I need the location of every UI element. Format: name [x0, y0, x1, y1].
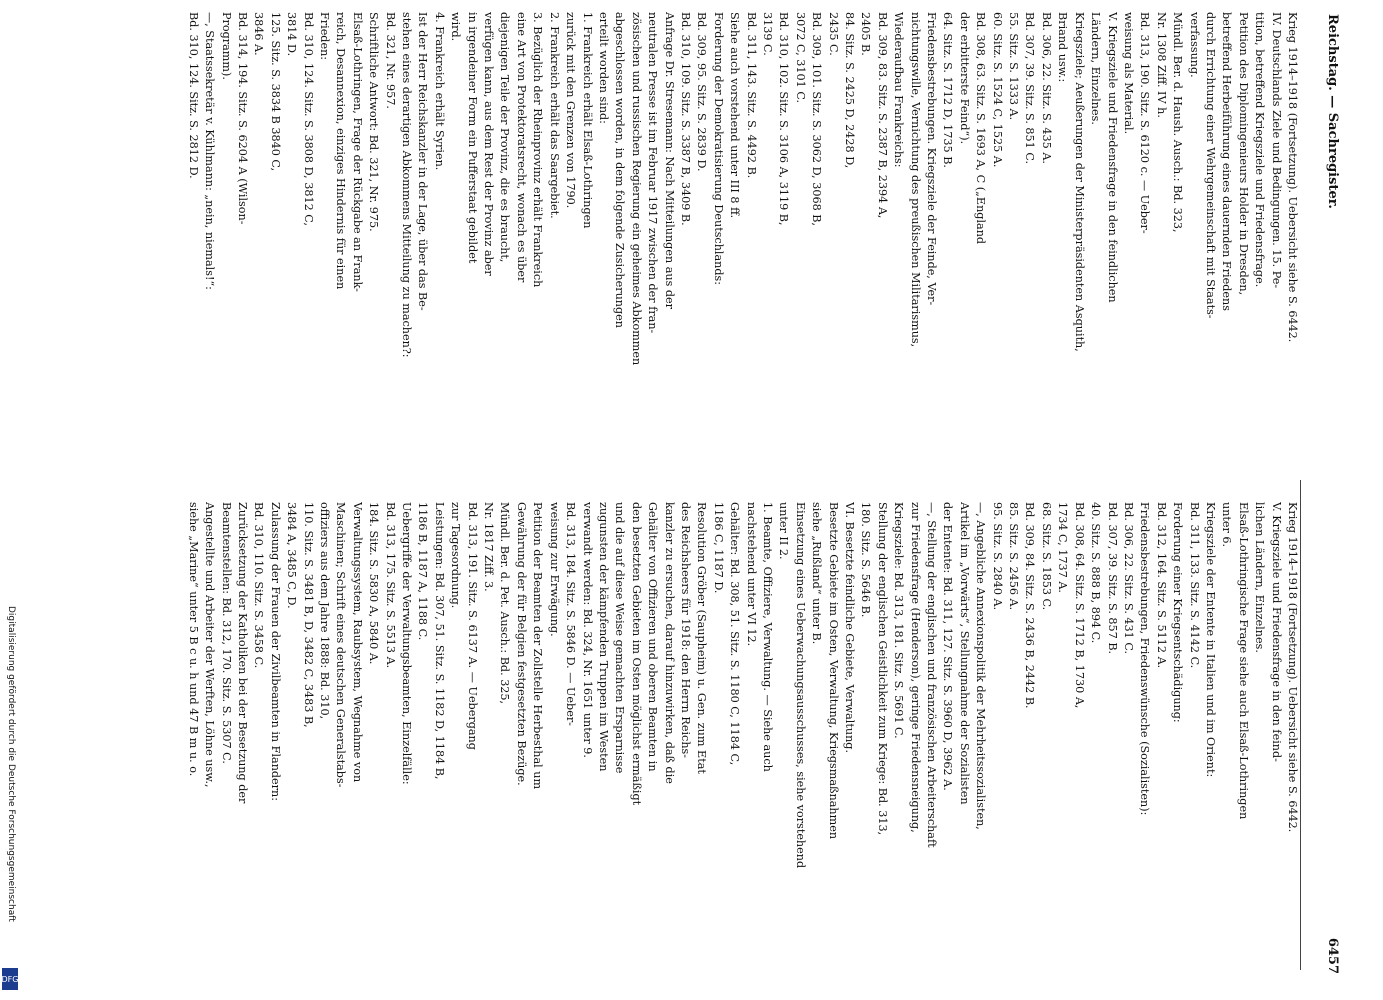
text-line: Wiederaufbau Frankreichs:	[892, 12, 906, 168]
text-line: 3139 C.	[761, 12, 774, 56]
text-line: Nr. 1308 Ziff. IV h.	[1154, 12, 1168, 118]
text-line: 3484 A, 3485 C, D.	[285, 502, 299, 609]
text-line: zugunsten der kämpfenden Truppen im Westen	[596, 502, 610, 772]
text-line: Gehälter von Offizieren und oberen Beamten in	[646, 502, 660, 772]
text-line: stehen eines derartigen Abkommens Mitteilung zu machen?:	[400, 12, 414, 358]
text-line: 4. Frankreich erhält Syrien.	[432, 12, 446, 171]
text-line: Besetzte Gebiete im Osten, Verwaltung, Kriegsmaßnahmen	[826, 502, 840, 840]
text-line: 1186 B, 1187 A, 1188 C.	[416, 502, 430, 641]
text-line: Bd. 314, 194. Sitz. S. 6204 A (Wilson-	[236, 12, 249, 225]
text-line: —, Staatssekretär v. Kühlmann: „nein, niemals!“:	[203, 12, 217, 290]
text-line: Bd. 306, 22. Sitz. S. 431 C.	[1121, 502, 1135, 655]
text-line: 3814 D.	[285, 12, 299, 57]
text-line: unter II 2.	[777, 502, 791, 560]
right-column	[184, 502, 1300, 960]
text-line: 2405 B.	[859, 12, 873, 56]
text-line: V. Kriegsziele und Friedensfrage in den feindlichen	[1105, 12, 1119, 303]
text-line: Krieg 1914–1918 (Fortsetzung). Uebersicht siehe S. 6442.	[1286, 12, 1299, 343]
text-line: 184. Sitz. S. 5830 A, 5840 A.	[367, 502, 381, 665]
text-line: Krieg 1914–1918 (Fortsetzung). Uebersicht siehe S. 6442.	[1286, 502, 1299, 833]
dfg-logo	[2, 968, 18, 990]
text-line: Forderung der Demokratisierung Deutschlands:	[711, 12, 725, 286]
text-line: siehe „Rußland“ unter B.	[810, 502, 824, 645]
text-line: 95. Sitz. S. 2840 A.	[990, 502, 1004, 611]
text-line: VI. Besetzte feindliche Gebiete, Verwaltung.	[843, 502, 857, 754]
text-line: Bd. 313, 190. Sitz. S. 6120 c. — Ueber-	[1138, 12, 1152, 234]
text-line: in irgendeiner Form ein Pufferstaat gebildet	[465, 12, 479, 264]
text-line: Leistungen: Bd. 307, 51. Sitz. S. 1182 D, 1184 B,	[432, 502, 446, 780]
text-line: Beamtenstellen: Bd. 312, 170. Sitz. S. 5307 C.	[219, 502, 233, 764]
text-line: offiziers aus dem Jahre 1888: Bd. 310,	[318, 502, 332, 720]
text-line: erteilt worden sind:	[596, 12, 610, 124]
text-line: diejenigen Teile der Provinz, die es braucht,	[498, 12, 512, 263]
text-line: Kriegsziele der Entente in Italien und im Orient:	[1203, 502, 1217, 778]
text-line: Bd. 310, 102. Sitz. S. 3106 A, 3119 B,	[777, 12, 791, 226]
text-line: Uebergriffe der Verwaltungsbeamten, Einzelfälle:	[400, 502, 414, 785]
text-line: der Entente: Bd. 311, 127. Sitz. S. 3960 D, 3962 A.	[941, 502, 955, 791]
text-line: Gehälter: Bd. 308, 51. Sitz. S. 1180 C, 1184 C,	[728, 502, 742, 766]
text-line: betreffend Herbeiführung eines dauernden Friedens	[1220, 12, 1234, 311]
text-line: 85. Sitz. S. 2456 A.	[1007, 502, 1021, 611]
text-line: Mündl. Ber. d. Pet. Ausch.: Bd. 325,	[498, 502, 512, 705]
text-line: Bd. 312, 164. Sitz. S. 5112 A.	[1154, 502, 1168, 669]
text-line: Bd. 310, 124. Sitz. S. 2812 D.	[186, 12, 200, 179]
text-line: 3. Bezüglich der Rheinprovinz erhält Frankreich	[531, 12, 545, 288]
text-line: Bd. 307, 39. Sitz. S. 851 C.	[1023, 12, 1037, 165]
text-line: Maschinen; Schrift eines deutschen Generalstabs-	[334, 502, 348, 788]
text-line: Bd. 311, 143. Sitz. S. 4492 B.	[744, 12, 758, 179]
text-line: kanzler zu ersuchen, darauf hinzuwirken, daß die	[662, 502, 676, 784]
text-line: zurück mit den Grenzen von 1790.	[564, 12, 578, 209]
left-column	[184, 12, 1300, 470]
text-line: zur Friedensfrage (Henderson), geringe Friedensneigung,	[908, 502, 922, 833]
text-line: weisung zur Erwägung.	[547, 502, 561, 637]
text-line: den besetzten Gebieten im Osten möglichst ermäßigt	[629, 502, 643, 806]
text-line: Mündl. Ber. d. Haush. Ausch.: Bd. 323,	[1171, 12, 1185, 233]
text-line: verfügen kann, aus dem Rest der Provinz aber	[482, 12, 496, 276]
text-line: Friedensbestrebungen, Friedenswünsche (Sozialisten):	[1138, 502, 1152, 816]
text-line: Bd. 307, 39. Sitz. S. 857 B.	[1105, 502, 1119, 655]
text-line: 1. Frankreich erhält Elsaß-Lothringen	[580, 12, 594, 229]
text-line: 2435 C.	[826, 12, 840, 56]
text-line: Resolution Gröber (Saupheim) u. Gen. zum Etat	[695, 502, 709, 774]
text-line: wird.	[449, 12, 463, 42]
text-line: 3072 C, 3101 C.	[793, 12, 807, 104]
text-line: der erbitterste Feind“).	[957, 12, 971, 145]
text-line: eine Art von Protektoratsrecht, wonach es über	[514, 12, 528, 283]
text-line: Elsaß-Lothringische Frage siehe auch Elsaß-Lothringen	[1236, 502, 1250, 820]
text-line: IV. Deutschlands Ziele und Bedingungen. 15. Pe-	[1269, 12, 1283, 289]
text-line: neutralen Presse ist im Februar 1917 zwischen der fran-	[646, 12, 660, 334]
text-line: 180. Sitz. S. 5646 B.	[859, 502, 873, 618]
text-line: Artikel im „Vorwärts“, Stellungnahme der Sozialisten	[957, 502, 971, 805]
text-line: 55. Sitz. S. 1333 A.	[1007, 12, 1021, 121]
text-line: 3846 A.	[252, 12, 266, 56]
text-line: Petition des Diplomingenieurs Holder in Dresden,	[1236, 12, 1250, 296]
text-line: abgeschlossen worden, in dem folgende Zusicherungen	[613, 12, 627, 328]
text-line: Friedensbestrebungen. Kriegsziele der Feinde, Ver-	[925, 12, 939, 306]
text-line: Bd. 306, 22. Sitz. S. 435 A.	[1039, 12, 1053, 164]
dfg-logo-text: DFG	[1, 974, 19, 984]
text-line: 84. Sitz. S. 2425 D, 2428 D,	[843, 12, 857, 169]
page-header	[1325, 14, 1340, 974]
text-line: Nr. 1817 Ziff. 3.	[482, 502, 496, 592]
text-line: Angestellte und Arbeiter der Werften, Löhne usw.,	[203, 502, 217, 788]
text-line: —, Stellung der englischen und französischen Arbeiterschaft	[925, 502, 939, 848]
text-line: 40. Sitz. S. 888 B, 894 C.	[1089, 502, 1103, 644]
text-line: des Reichsheers für 1918: den Herrn Reichs-	[678, 502, 692, 759]
text-line: Zulassung der Frauen der Zivilbeamten in Flandern:	[268, 502, 282, 802]
page-number: 6457	[1325, 937, 1340, 974]
text-line: Bd. 310, 109. Sitz. S. 3387 B, 3409 B.	[678, 12, 692, 226]
text-line: Bd. 309, 95. Sitz. S. 2839 D.	[695, 12, 709, 172]
text-line: verwandt werden: Bd. 324, Nr. 1651 unter 9.	[580, 502, 594, 758]
text-line: Ist der Herr Reichskanzler in der Lage, über das Be-	[416, 12, 430, 311]
text-line: und die auf diese Weise gemachten Ersparnisse	[613, 502, 627, 774]
text-line: Bd. 313, 191. Sitz. S. 6137 A. — Uebergang	[465, 502, 479, 750]
text-line: Ländern, Einzelnes.	[1089, 12, 1103, 125]
text-line: Forderung einer Kriegsentschädigung:	[1171, 502, 1185, 723]
text-line: Bd. 309, 101. Sitz. S. 3062 D, 3068 B,	[810, 12, 824, 227]
text-line: Bd. 310, 110. Sitz. S. 3458 C.	[252, 502, 266, 669]
text-line: Frieden:	[318, 12, 332, 61]
text-line: nachstehend unter VI 12.	[744, 502, 758, 647]
text-line: lichen Ländern, Einzelnes.	[1253, 502, 1267, 653]
text-line: Petition der Beamten der Zollstelle Herbesthal um	[531, 502, 545, 790]
text-line: V. Kriegsziele und Friedensfrage in den feind-	[1269, 502, 1283, 762]
text-line: 1. Beamte, Offiziere, Verwaltung. — Siehe auch	[761, 502, 774, 772]
text-line: nichtungswille, Vernichtung des preußischen Militarismus,	[908, 12, 922, 348]
text-line: siehe „Marine“ unter 5 B c u. h und 47 B m u. o.	[186, 502, 200, 777]
text-line: Bd. 311, 133. Sitz. S. 4142 C.	[1187, 502, 1201, 669]
text-line: unter 6.	[1220, 502, 1234, 548]
text-line: Anfrage Dr. Stresemann: Nach Mitteilungen aus der	[662, 12, 676, 310]
text-line: Elsaß-Lothringen, Frage der Rückgabe an Frank-	[350, 12, 364, 292]
text-line: reich, Desannexion, einziges Hindernis für einen	[334, 12, 348, 290]
text-line: Bd. 309, 84. Sitz. S. 2436 B, 2442 B.	[1023, 502, 1037, 709]
text-line: Bd. 310, 124. Sitz. S. 3808 D, 3812 C,	[301, 12, 315, 227]
text-line: 1186 C, 1187 D.	[711, 502, 725, 594]
column-divider	[1300, 480, 1301, 970]
text-line: Bd. 313, 184. Sitz. S. 5846 D. — Ueber-	[564, 502, 578, 726]
text-line: 68. Sitz. S. 1853 C.	[1039, 502, 1053, 611]
header-title: Reichstag. — Sachregister.	[1325, 14, 1340, 209]
text-line: Briand usw.:	[1056, 12, 1070, 83]
text-line: 64. Sitz. S. 1712 D, 1735 B.	[941, 12, 955, 168]
text-line: Programm).	[219, 12, 233, 80]
text-line: 60. Sitz. S. 1524 C, 1525 A.	[990, 12, 1004, 168]
text-line: —, Angebliche Annexionspolitik der Mehrheitssozialisten,	[974, 502, 988, 830]
text-line: Verwaltungssystem, Raubsystem, Wegnahme von	[350, 502, 364, 783]
text-line: Zurücksetzung der Katholiken bei der Besetzung der	[236, 502, 249, 804]
text-line: tition, betreffend Kriegsziele und Friedensfrage.	[1253, 12, 1267, 288]
text-line: zösischen und russischen Regierung ein geheimes Abkommen	[629, 12, 643, 366]
text-line: Bd. 308, 63. Sitz. S. 1693 A, C („England	[974, 12, 988, 245]
text-line: zur Tagesordnung.	[449, 502, 463, 609]
digitization-credit: Digitalisierung gefördert durch die Deutsche Forschungsgemeinschaft	[6, 606, 16, 922]
text-line: Gewährung der für Belgien festgesetzten Bezüge.	[514, 502, 528, 786]
text-line: durch Errichtung einer Wehrgemeinschaft mit Staats-	[1203, 12, 1217, 319]
text-line: 110. Sitz. S. 3481 B, D, 3482 C, 3483 B,	[301, 502, 315, 728]
text-line: Kriegsziele; Aeußerungen der Ministerpräsidenten Asquith,	[1072, 12, 1086, 352]
text-line: 125. Sitz. S. 3834 B 3840 C,	[268, 12, 282, 172]
text-line: Schriftliche Antwort: Bd. 321, Nr. 975.	[367, 12, 381, 232]
text-line: 2. Frankreich erhält das Saargebiet.	[547, 12, 561, 219]
text-line: Bd. 321, Nr. 957.	[383, 12, 397, 109]
text-line: Kriegsziele: Bd. 313, 181. Sitz. S. 5691 C.	[892, 502, 906, 739]
text-line: Bd. 309, 83. Sitz. S. 2387 B, 2394 A,	[875, 12, 889, 219]
text-line: Stellung der englischen Geistlichkeit zum Kriege: Bd. 313,	[875, 502, 889, 836]
text-line: Einsetzung eines Ueberwachungsausschusses, siehe vorstehend	[793, 502, 807, 869]
text-line: Bd. 313, 175. Sitz. S. 5513 A.	[383, 502, 397, 669]
text-line: verfassung.	[1187, 12, 1201, 78]
text-line: Siehe auch vorstehend unter III 8 ff.	[728, 12, 742, 219]
text-line: weisung als Material.	[1121, 12, 1135, 135]
text-line: Bd. 308, 64. Sitz. S. 1712 B, 1730 A,	[1072, 502, 1086, 709]
text-line: 1734 C, 1737 A.	[1056, 502, 1070, 593]
